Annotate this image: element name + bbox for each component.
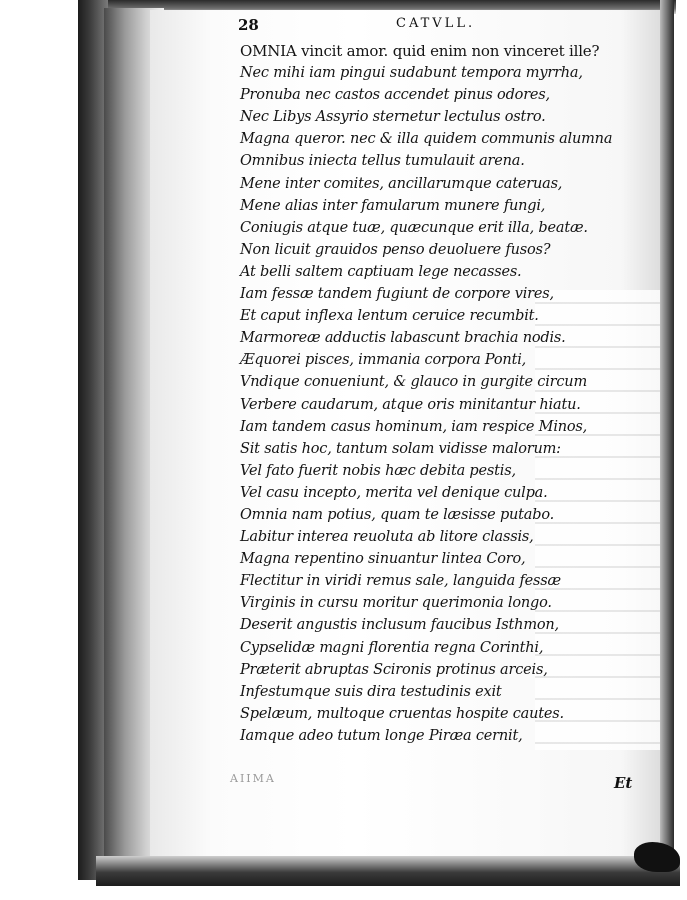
verse-line: Infestumque suis dira testudinis exit [240, 683, 502, 700]
verse-line: Magna queror. nec & illa quidem communis alumna [240, 131, 613, 148]
verse-line: Iam fessæ tandem fugiunt de corpore vires, [240, 286, 554, 303]
verse-line: Labitur interea reuoluta ab litore classis, [240, 529, 534, 546]
verse-line: Virginis in cursu moritur querimonia longo. [240, 595, 552, 612]
verse-line: Mene alias inter famularum munere fungi, [240, 197, 546, 214]
bleed-text: AIIMA [230, 772, 276, 785]
catchword: Et [614, 774, 633, 792]
verse-line: Vel fato fuerit nobis hæc debita pestis, [240, 462, 516, 479]
verse-line: Iam tandem casus hominum, iam respice Minos, [240, 418, 588, 435]
verse-line: OMNIA vincit amor. quid enim non vinceret ille? [240, 42, 600, 60]
book-right-edge [660, 0, 674, 860]
page-number: 28 [238, 16, 259, 34]
verse-line: Coniugis atque tuæ, quæcunque erit illa, beatæ. [240, 219, 588, 236]
verse-line: Iamque adeo tutum longe Piræa cernit, [240, 727, 523, 744]
verse-line: Nec mihi iam pingui sudabunt tempora myrrha, [240, 65, 583, 82]
verse-line: Magna repentino sinuantur lintea Coro, [240, 551, 526, 568]
book-bottom-edge [96, 856, 680, 886]
verse-line: Vel casu incepto, merita vel denique culpa. [240, 484, 548, 501]
verse-line: Pronuba nec castos accendet pinus odores, [240, 87, 550, 104]
page-header [238, 14, 618, 38]
running-head: CATVLL. [396, 16, 476, 31]
verse-line: Deserit angustis inclusum faucibus Isthmon, [240, 617, 559, 634]
verse-line: Omnibus iniecta tellus tumulauit arena. [240, 153, 525, 170]
verse-list [240, 40, 640, 747]
verse-line: Flectitur in viridi remus sale, languida fessæ [240, 573, 561, 590]
verse-line: Spelæum, multoque cruentas hospite cautes. [240, 705, 564, 722]
verse-line: Mene inter comites, ancillarumque cateruas, [240, 175, 563, 192]
verse-line: Cypselidæ magni florentia regna Corinthi, [240, 639, 544, 656]
verse-line: Omnia nam potius, quam te læsisse putabo. [240, 506, 555, 523]
verse-line: Marmoreæ adductis labascunt brachia nodis. [240, 330, 566, 347]
verse-line: Præterit abruptas Scironis protinus arceis, [240, 661, 548, 678]
verse-line: Non licuit grauidos penso deuoluere fusos? [240, 241, 551, 258]
verse-line: At belli saltem captiuam lege necasses. [240, 263, 522, 280]
verse-line: Vndique conueniunt, & glauco in gurgite circum [240, 374, 587, 391]
verse-line: Et caput inflexa lentum ceruice recumbit. [240, 308, 539, 325]
verse-line: Verbere caudarum, atque oris minitantur hiatu. [240, 396, 581, 413]
verse-line: Nec Libys Assyrio sternetur lectulus ostro. [240, 109, 546, 126]
verse-line: Sit satis hoc, tantum solam vidisse malorum: [240, 440, 561, 457]
verse-line: Æquorei pisces, immania corpora Ponti, [240, 352, 527, 369]
